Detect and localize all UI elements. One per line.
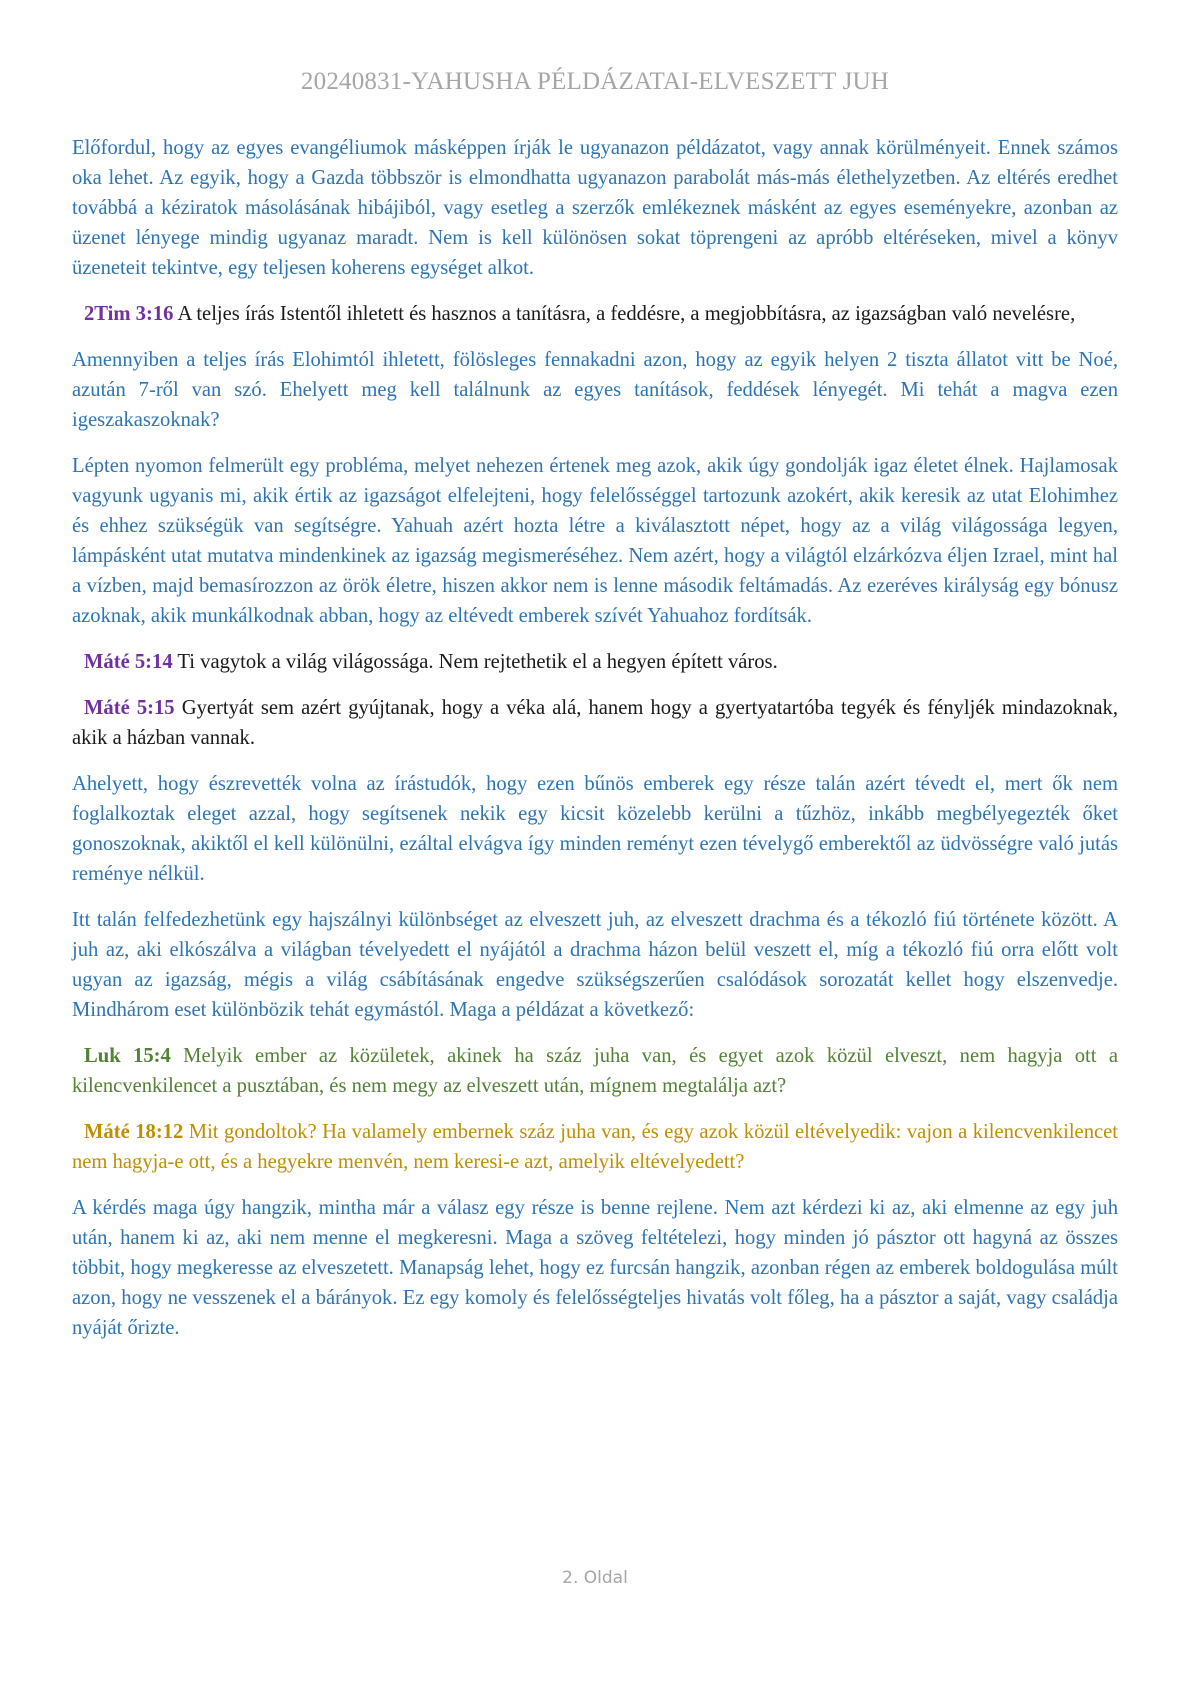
verse-reference: Luk 15:4 xyxy=(84,1045,171,1067)
document-body xyxy=(72,133,1118,1359)
paragraph-1: Előfordul, hogy az egyes evangéliumok másképpen írják le ugyanazon példázatot, vagy annak körülményeit. Ennek számos oka lehet. Az egyik, hogy a Gazda többször is elmondhatta ugyanazon parabolát más-más élethelyzetben. Az eltérés eredhet továbbá a kéziratok másolásának hibájiból, vagy esetleg a szerzők emlékeznek másként az egyes eseményekre, azonban az üzenet lényege mindig ugyanaz maradt. Nem is kell különösen sokat töprengeni az apróbb eltéréseken, mivel a könyv üzeneteit tekintve, egy teljesen koherens egységet alkot. xyxy=(72,137,1118,279)
verse-reference: 2Tim 3:16 xyxy=(84,303,174,325)
verse-reference: Máté 5:14 xyxy=(84,651,173,673)
verse-reference: Máté 5:15 xyxy=(84,697,175,719)
verse-text: Mit gondoltok? Ha valamely embernek száz juha van, és egy azok közül eltévelyedik: vajon a kilencvenkilencet nem hagyja-e ott, és a hegyekre menvén, nem keresi-e azt, amelyik eltévelyedett? xyxy=(72,1121,1118,1173)
paragraph-4: Lépten nyomon felmerült egy probléma, melyet nehezen értenek meg azok, akik úgy gondolják igaz életet élnek. Hajlamosak vagyunk ugyanis mi, akik értik az igazságot elfelejteni, hogy felelősséggel tartozunk azokért, akik keresik az utat Elohimhez és ehhez szükségük van segítségre. Yahuah azért hozta létre a kiválasztott népet, hogy az a világ világossága legyen, lámpásként utat mutatva mindenkinek az igazság megismeréséhez. Nem azért, hogy a világtól elzárkózva éljen Izrael, mint hal a vízben, majd bemasírozzon az örök életre, hiszen akkor nem is lenne második feltámadás. Az ezeréves királyság egy bónusz azoknak, akik munkálkodnak abban, hogy az eltévedt emberek szívét Yahuahoz fordítsák. xyxy=(72,455,1118,627)
page-number: 2. Oldal xyxy=(562,1568,628,1588)
verse-text: Gyertyát sem azért gyújtanak, hogy a véka alá, hanem hogy a gyertyatartóba tegyék és fényljék mindazoknak, akik a házban vannak. xyxy=(72,697,1118,749)
verse-reference: Máté 18:12 xyxy=(84,1121,184,1143)
paragraph-3: Amennyiben a teljes írás Elohimtól ihletett, fölösleges fennakadni azon, hogy az egyik helyen 2 tiszta állatot vitt be Noé, azután 7-ről van szó. Ehelyett meg kell találnunk az egyes tanítások, feddések lényegét. Mi tehát a magva ezen igeszakaszoknak? xyxy=(72,349,1118,431)
verse-text: A teljes írás Istentől ihletett és hasznos a tanításra, a feddésre, a megjobbításra, az igazságban való nevelésre, xyxy=(173,303,1076,325)
paragraph-11: A kérdés maga úgy hangzik, mintha már a válasz egy része is benne rejlene. Nem azt kérdezi ki az, aki elmenne az egy juh után, hanem ki az, aki nem menne el megkeresni. Maga a szöveg feltételezi, hogy minden jó pásztor ott hagyná az összes többit, hogy megkeresse az elveszetett. Manapság lehet, hogy ez furcsán hangzik, azonban régen az emberek boldogulása múlt azon, hogy ne vesszenek el a bárányok. Ez egy komoly és felelősségteljes hivatás volt főleg, ha a pásztor a saját, vagy családja nyáját őrizte. xyxy=(72,1197,1118,1339)
verse-mate-5-15 xyxy=(72,693,1118,753)
paragraph-8: Itt talán felfedezhetünk egy hajszálnyi különbséget az elveszett juh, az elveszett drachma és a tékozló fiú története között. A juh az, aki elkószálva a világban tévelyedett el nyájától a drachma házon belül veszett el, míg a tékozló fiú orra előtt volt ugyan az igazság, mégis a világ csábításának engedve szükségszerűen csalódások sorozatát kellet hogy elszenvedje. Mindhárom eset különbözik tehát egymástól. Maga a példázat a következő: xyxy=(72,909,1118,1021)
paragraph-7: Ahelyett, hogy észrevették volna az írástudók, hogy ezen bűnös emberek egy része talán azért tévedt el, mert ők nem foglalkoztak eleget azzal, hogy segítsenek nekik egy kicsit közelebb kerülni a tűzhöz, inkább megbélyegezték őket gonoszoknak, akiktől el kell különülni, ezáltal elvágva így minden reményt ezen tévelygő emberektől az üdvösségre való jutás reménye nélkül. xyxy=(72,773,1118,885)
verse-2tim-3-16 xyxy=(72,299,1118,329)
verse-mate-18-12 xyxy=(72,1117,1118,1177)
verse-mate-5-14 xyxy=(72,647,1118,677)
verse-luk-15-4 xyxy=(72,1041,1118,1101)
page-header-title: 20240831-YAHUSHA PÉLDÁZATAI-ELVESZETT JUH xyxy=(300,68,890,95)
verse-text: Ti vagytok a világ világossága. Nem rejtethetik el a hegyen épített város. xyxy=(172,651,778,673)
verse-text: Melyik ember az közületek, akinek ha száz juha van, és egyet azok közül elveszt, nem hagyja ott a kilencvenkilencet a pusztában, és nem megy az elveszett után, mígnem megtalálja azt? xyxy=(72,1045,1119,1097)
